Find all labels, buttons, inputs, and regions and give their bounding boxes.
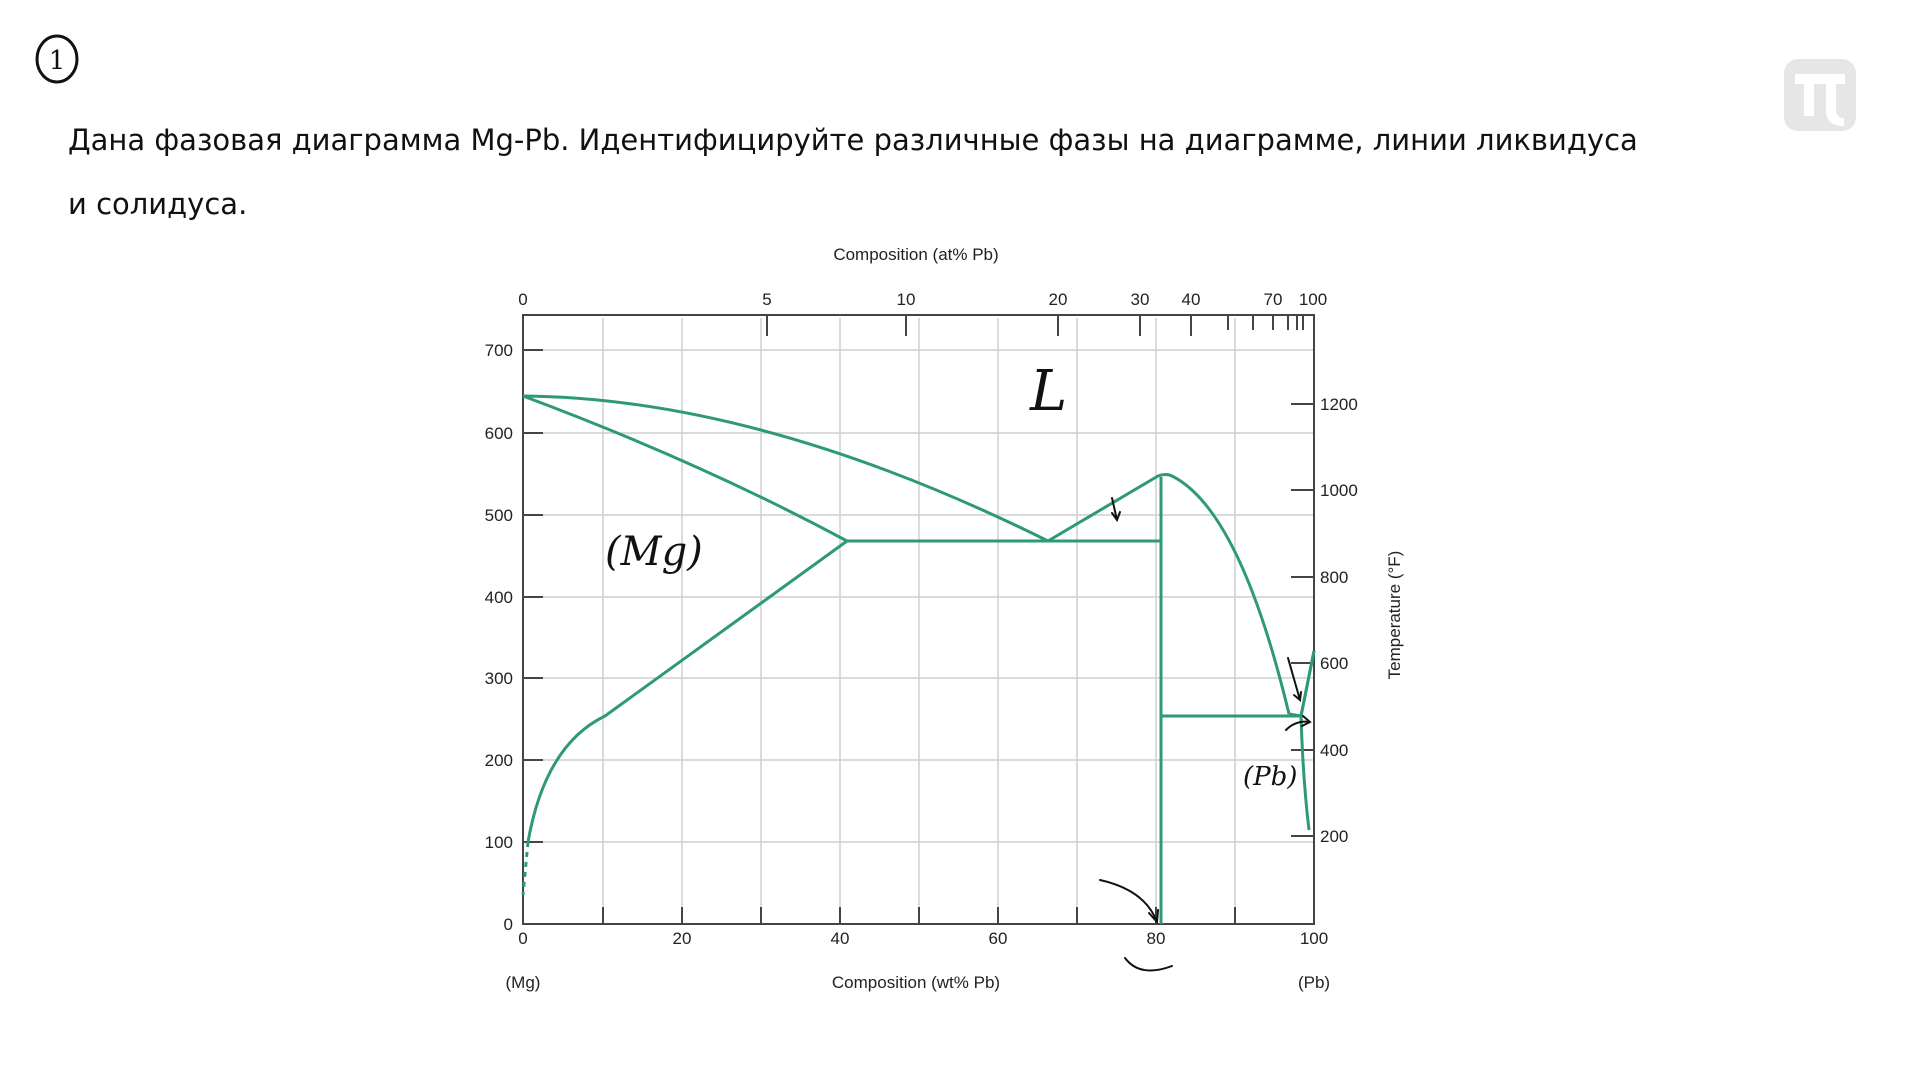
left-tick-label: 600 [484,424,513,443]
top-tick-label: 0 [518,290,528,309]
top-tick-label: 70 [1263,290,1283,309]
left-tick-label: 700 [484,341,513,360]
bottom-tick-label: 40 [830,929,850,948]
right-tick-label: 1200 [1320,395,1358,414]
bottom-tick-label: 0 [518,929,528,948]
solvus-mg [528,541,847,842]
solidus-pb [1301,651,1314,716]
right-tick-label: 800 [1320,568,1349,587]
right-tick-label: 600 [1320,654,1349,673]
bottom-tick-label: 20 [672,929,692,948]
annotation-mg-phase: (Mg) [605,529,703,575]
grid [523,318,1314,924]
top-tick-label: 100 [1298,290,1328,309]
left-tick-label: 100 [484,833,513,852]
left-tick-label: 200 [484,751,513,770]
axis-labels [485,245,1404,992]
left-tick-label: 300 [484,669,513,688]
right-axis-title: Temperature (°F) [1385,550,1404,680]
underline-mark-icon [1125,958,1172,971]
right-tick-label: 400 [1320,741,1349,760]
arrow-to-compound-icon [1100,880,1158,922]
bottom-left-label: (Mg) [505,973,541,992]
task-line-2: и солидуса. [68,187,248,221]
handwritten-arrows [1100,498,1310,971]
annotation-pb-phase: (Pb) [1243,762,1298,792]
bottom-axis-ticks [603,907,1235,924]
solvus-pb [1301,716,1309,830]
top-tick-label: 5 [762,290,772,309]
right-tick-label: 1000 [1320,481,1358,500]
bottom-tick-label: 60 [988,929,1008,948]
top-tick-label: 30 [1130,290,1150,309]
top-tick-label: 20 [1048,290,1068,309]
bottom-tick-label: 80 [1146,929,1166,948]
left-axis-ticks [523,350,543,924]
top-axis-title: Composition (at% Pb) [833,245,999,264]
left-tick-label: 0 [503,915,513,934]
arrow-to-pb-liquidus-icon [1288,658,1301,700]
task-line-1: Дана фазовая диаграмма Mg-Pb. Идентифицируйте различные фазы на диаграмме, линии ликвидуса [68,123,1638,157]
question-number-label: 1 [48,46,66,76]
handwritten-annotations [605,359,1297,792]
bottom-tick-label: 100 [1299,929,1329,948]
right-tick-label: 200 [1320,827,1349,846]
top-tick-label: 10 [896,290,916,309]
solidus-mg-side [523,396,847,541]
top-tick-label: 40 [1181,290,1201,309]
bottom-right-label: (Pb) [1297,973,1331,992]
arrow-to-pb-eutectic-icon [1286,716,1310,730]
left-tick-label: 500 [484,506,513,525]
annotation-liquid: L [1030,359,1068,424]
bottom-axis-title: Composition (wt% Pb) [831,973,1001,992]
top-axis-ticks [767,315,1303,336]
left-tick-label: 400 [484,588,513,607]
liquidus-mg-side [523,396,1048,541]
